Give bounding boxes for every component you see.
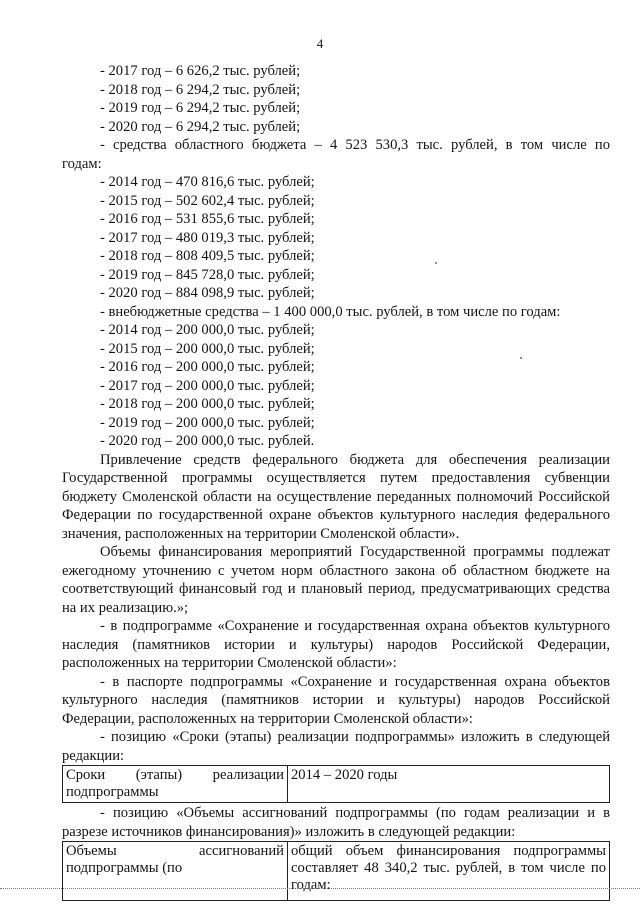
list-item: - 2017 год – 480 019,3 тыс. рублей; — [100, 229, 315, 246]
paragraph-funding-volumes: Объемы финансирования мероприятий Государственной программы подлежат ежегодному уточнению с учетом норм областного закона об областном бюджете на соответствующий финансовый год и плановый период, предусматривающих средства на их реализацию.»; — [62, 544, 610, 616]
paragraph-passport: - в паспорте подпрограммы «Сохранение и государственная охрана объектов культурного наследия (памятников истории и культуры) народов Российской Федерации, расположенных на территории Смоленской области»: — [62, 673, 610, 727]
list-item: - 2015 год – 200 000,0 тыс. рублей; — [100, 340, 315, 357]
paragraph-position-volumes: - позицию «Объемы ассигнований подпрограммы (по годам реализации и в разрезе источников финансирования)» изложить в следующей редакции: — [62, 805, 610, 840]
terms-value-cell: 2014 – 2020 годы — [288, 766, 610, 803]
extrabudget-years-list — [62, 321, 610, 451]
paragraph-position-terms: - позицию «Сроки (этапы) реализации подпрограммы» изложить в следующей редакции: — [62, 729, 610, 764]
list-item: - 2014 год – 470 816,6 тыс. рублей; — [100, 174, 315, 190]
page-number: 4 — [316, 36, 324, 51]
terms-table — [62, 765, 610, 803]
volumes-value-cell: общий объем финансирования подпрограммы составляет 48 340,2 тыс. рублей, в том числе по годам: — [288, 842, 610, 901]
paragraph-subprogram: - в подпрограмме «Сохранение и государственная охрана объектов культурного наследия (памятников истории и культуры) народов Российской Федерации, расположенных на территории Смоленской области»: — [62, 618, 610, 671]
list-item: - 2017 год – 6 626,2 тыс. рублей; — [100, 63, 301, 79]
paragraph-federal-funding: Привлечение средств федерального бюджета для обеспечения реализации Государственной программы осуществляется путем предоставления субвенции бюджету Смоленской области на осуществление переданных полномочий Российской Федерации по государственной охране объектов культурного наследия федерального значения, расположенных на территории Смоленской области». — [62, 451, 610, 542]
list-item: - 2016 год – 531 855,6 тыс. рублей; — [100, 211, 315, 227]
list-item: - 2018 год – 200 000,0 тыс. рублей; — [100, 396, 315, 412]
terms-label-cell: Сроки (этапы) реализации подпрограммы — [63, 766, 288, 803]
list-item: - 2019 год – 6 294,2 тыс. рублей; — [100, 100, 301, 116]
volumes-label-cell: Объемы ассигнований подпрограммы (по — [63, 842, 288, 901]
list-item: - 2014 год – 200 000,0 тыс. рублей; — [100, 322, 315, 338]
document-body — [62, 62, 610, 901]
list-item: - 2020 год – 884 098,9 тыс. рублей; — [100, 285, 315, 301]
list-item: - 2019 год – 200 000,0 тыс. рублей; — [100, 414, 315, 431]
list-item: - 2015 год – 502 602,4 тыс. рублей; — [100, 192, 315, 209]
regional-intro-cont: годам: — [62, 155, 102, 172]
regional-years-list — [62, 173, 610, 303]
regional-intro: - средства областного бюджета – 4 523 530,3 тыс. рублей, в том числе по — [100, 137, 610, 153]
table-row — [63, 842, 610, 901]
list-item: - 2020 год – 6 294,2 тыс. рублей; — [100, 118, 301, 135]
scan-speck — [435, 262, 437, 264]
list-item: - 2018 год – 6 294,2 тыс. рублей; — [100, 81, 301, 98]
list-item: - 2019 год – 845 728,0 тыс. рублей; — [100, 266, 315, 283]
volumes-table — [62, 841, 610, 901]
page-bottom-edge — [0, 888, 640, 889]
extrabudget-intro: - внебюджетные средства – 1 400 000,0 тыс. рублей, в том числе по годам: — [100, 303, 561, 320]
list-item: - 2020 год – 200 000,0 тыс. рублей. — [100, 433, 315, 449]
list-item: - 2016 год – 200 000,0 тыс. рублей; — [100, 359, 315, 375]
list-item: - 2018 год – 808 409,5 тыс. рублей; — [100, 248, 315, 264]
list-item: - 2017 год – 200 000,0 тыс. рублей; — [100, 377, 315, 394]
table-row — [63, 766, 610, 803]
scan-speck — [520, 357, 522, 359]
federal-years-list — [62, 62, 610, 136]
